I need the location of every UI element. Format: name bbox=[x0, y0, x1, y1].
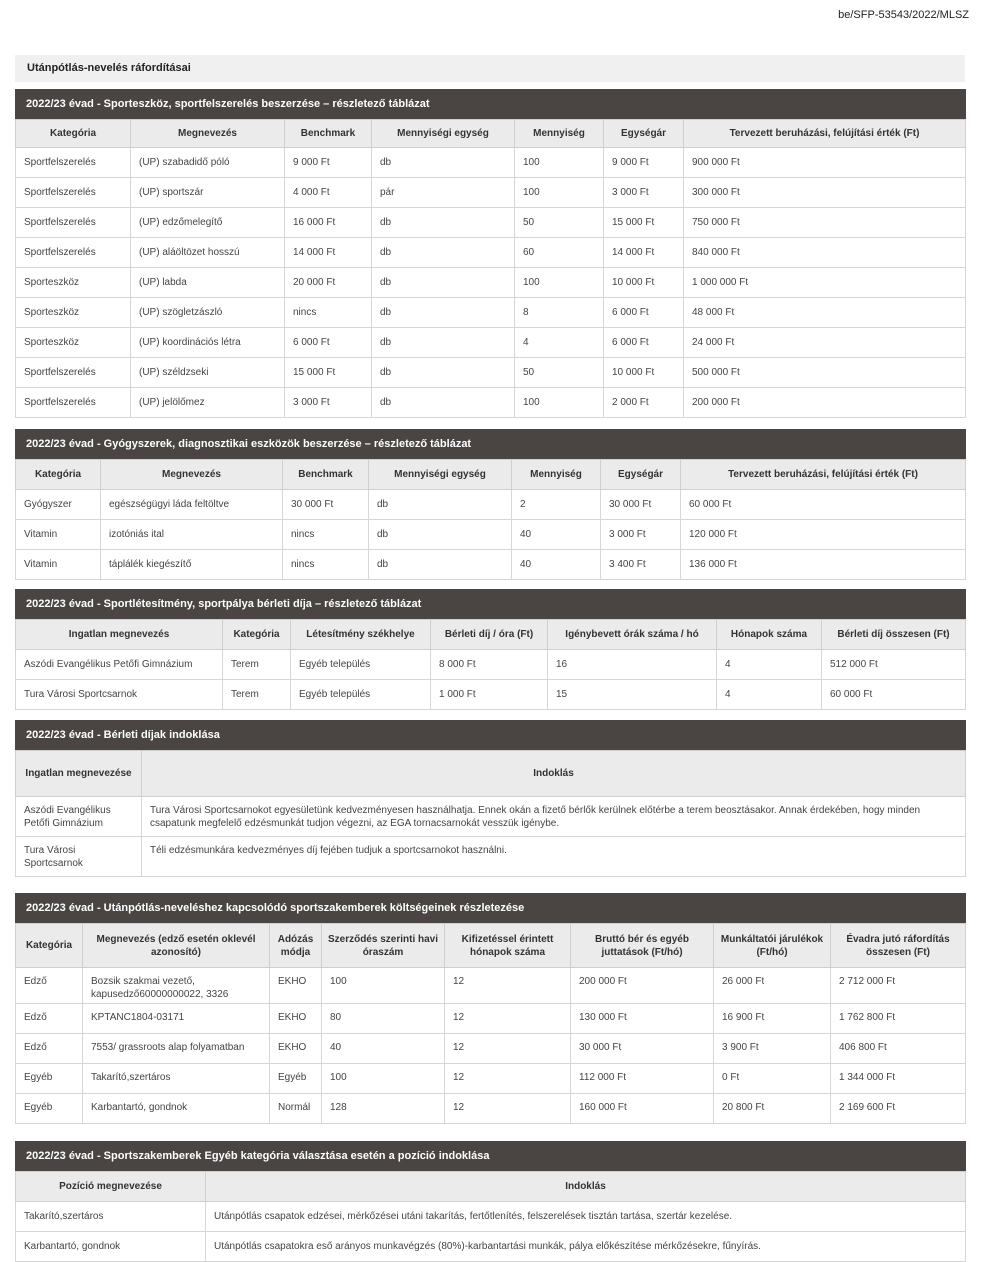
table-cell: 3 400 Ft bbox=[601, 550, 681, 580]
table-cell: Tura Városi Sportcsarnok bbox=[16, 680, 223, 710]
table-cell: Edző bbox=[16, 1034, 83, 1064]
table-cell: (UP) széldzseki bbox=[131, 358, 285, 388]
table-cell: Takarító,szertáros bbox=[83, 1064, 270, 1094]
table-header-row bbox=[16, 120, 966, 148]
table-cell: db bbox=[369, 520, 512, 550]
table-row bbox=[16, 388, 966, 418]
table-cell: 50 bbox=[515, 358, 604, 388]
table-cell: Utánpótlás csapatokra eső arányos munkavégzés (80%)-karbantartási munkák, pálya előkészítése mérkőzésekre, fűnyírás. bbox=[206, 1232, 966, 1262]
table-cell: nincs bbox=[283, 550, 369, 580]
column-header: Bruttó bér és egyéb juttatások (Ft/hó) bbox=[571, 924, 714, 968]
table-cell: egészségügyi láda feltöltve bbox=[101, 490, 283, 520]
column-header: Kategória bbox=[16, 460, 101, 490]
table-cell: táplálék kiegészítő bbox=[101, 550, 283, 580]
table-cell: db bbox=[372, 268, 515, 298]
table-cell: 20 000 Ft bbox=[285, 268, 372, 298]
table-cell: EKHO bbox=[270, 1034, 322, 1064]
table-cell: 1 000 Ft bbox=[431, 680, 548, 710]
table-row bbox=[16, 1004, 966, 1034]
table-header-row bbox=[16, 924, 966, 968]
table-cell: 100 bbox=[515, 388, 604, 418]
table-cell: 50 bbox=[515, 208, 604, 238]
rental-section bbox=[15, 589, 966, 710]
staff-title: 2022/23 évad - Utánpótlás-neveléshez kapcsolódó sportszakemberek költségeinek részletezése bbox=[15, 893, 966, 923]
table-cell: Karbantartó, gondnok bbox=[83, 1094, 270, 1124]
table-cell: 120 000 Ft bbox=[681, 520, 966, 550]
table-cell: 100 bbox=[322, 968, 445, 1004]
table-cell: Sportfelszerelés bbox=[16, 238, 131, 268]
table-cell: 3 000 Ft bbox=[604, 178, 684, 208]
table-row bbox=[16, 358, 966, 388]
rental-title: 2022/23 évad - Sportlétesítmény, sportpálya bérleti díja – részletező táblázat bbox=[15, 589, 966, 619]
table-row bbox=[16, 298, 966, 328]
table-cell: db bbox=[369, 550, 512, 580]
table-header-row bbox=[16, 1172, 966, 1202]
table-cell: Terem bbox=[223, 650, 291, 680]
equipment-section bbox=[15, 89, 966, 418]
table-row bbox=[16, 1034, 966, 1064]
table-cell: 7553/ grassroots alap folyamatban bbox=[83, 1034, 270, 1064]
table-cell: 8 000 Ft bbox=[431, 650, 548, 680]
table-cell: 2 000 Ft bbox=[604, 388, 684, 418]
table-cell: Egyéb bbox=[16, 1094, 83, 1124]
table-cell: izotóniás ital bbox=[101, 520, 283, 550]
table-cell: 406 800 Ft bbox=[831, 1034, 966, 1064]
table-row bbox=[16, 1202, 966, 1232]
table-cell: 16 bbox=[548, 650, 717, 680]
column-header: Ingatlan megnevezése bbox=[16, 751, 142, 797]
rental-reason-table bbox=[15, 750, 966, 877]
table-cell: 30 000 Ft bbox=[571, 1034, 714, 1064]
table-cell: Sporteszköz bbox=[16, 328, 131, 358]
table-cell: 160 000 Ft bbox=[571, 1094, 714, 1124]
table-cell: 2 bbox=[512, 490, 601, 520]
staff-reason-section bbox=[15, 1141, 966, 1262]
table-cell: 40 bbox=[512, 550, 601, 580]
table-cell: db bbox=[372, 328, 515, 358]
column-header: Pozíció megnevezése bbox=[16, 1172, 206, 1202]
table-cell: Egyéb település bbox=[291, 650, 431, 680]
column-header: Kifizetéssel érintett hónapok száma bbox=[445, 924, 571, 968]
table-cell: 1 762 800 Ft bbox=[831, 1004, 966, 1034]
table-cell: 40 bbox=[322, 1034, 445, 1064]
table-cell: 3 000 Ft bbox=[601, 520, 681, 550]
table-cell: 16 000 Ft bbox=[285, 208, 372, 238]
table-cell: 100 bbox=[322, 1064, 445, 1094]
column-header: Ingatlan megnevezés bbox=[16, 620, 223, 650]
table-cell: Gyógyszer bbox=[16, 490, 101, 520]
column-header: Indoklás bbox=[142, 751, 966, 797]
column-header: Mennyiségi egység bbox=[372, 120, 515, 148]
column-header: Adózás módja bbox=[270, 924, 322, 968]
table-cell: Téli edzésmunkára kedvezményes díj fejében tudjuk a sportcsarnokot használni. bbox=[142, 837, 966, 877]
table-cell: Egyéb bbox=[16, 1064, 83, 1094]
column-header: Évadra jutó ráfordítás összesen (Ft) bbox=[831, 924, 966, 968]
table-cell: 840 000 Ft bbox=[684, 238, 966, 268]
table-cell: 12 bbox=[445, 1094, 571, 1124]
table-row bbox=[16, 520, 966, 550]
table-cell: 9 000 Ft bbox=[604, 148, 684, 178]
table-cell: (UP) aláöltözet hosszú bbox=[131, 238, 285, 268]
table-row bbox=[16, 268, 966, 298]
table-cell: 750 000 Ft bbox=[684, 208, 966, 238]
column-header: Tervezett beruházási, felújítási érték (Ft) bbox=[681, 460, 966, 490]
table-cell: 40 bbox=[512, 520, 601, 550]
table-cell: 2 712 000 Ft bbox=[831, 968, 966, 1004]
table-header-row bbox=[16, 620, 966, 650]
column-header: Bérleti díj összesen (Ft) bbox=[822, 620, 966, 650]
table-cell: Sporteszköz bbox=[16, 298, 131, 328]
table-cell: 200 000 Ft bbox=[684, 388, 966, 418]
table-cell: 500 000 Ft bbox=[684, 358, 966, 388]
table-cell: 3 900 Ft bbox=[714, 1034, 831, 1064]
table-cell: 136 000 Ft bbox=[681, 550, 966, 580]
medical-title: 2022/23 évad - Gyógyszerek, diagnosztikai eszközök beszerzése – részletező táblázat bbox=[15, 429, 966, 459]
table-cell: 15 bbox=[548, 680, 717, 710]
table-cell: 14 000 Ft bbox=[285, 238, 372, 268]
table-row bbox=[16, 797, 966, 837]
table-cell: 10 000 Ft bbox=[604, 268, 684, 298]
table-cell: KPTANC1804-03171 bbox=[83, 1004, 270, 1034]
table-header-row bbox=[16, 460, 966, 490]
column-header: Kategória bbox=[223, 620, 291, 650]
table-cell: 8 bbox=[515, 298, 604, 328]
table-cell: EKHO bbox=[270, 968, 322, 1004]
table-cell: Edző bbox=[16, 1004, 83, 1034]
table-header-row bbox=[16, 751, 966, 797]
column-header: Tervezett beruházási, felújítási érték (Ft) bbox=[684, 120, 966, 148]
table-cell: Sportfelszerelés bbox=[16, 148, 131, 178]
table-cell: 9 000 Ft bbox=[285, 148, 372, 178]
table-cell: 4 bbox=[515, 328, 604, 358]
table-cell: 3 000 Ft bbox=[285, 388, 372, 418]
table-cell: 300 000 Ft bbox=[684, 178, 966, 208]
table-row bbox=[16, 837, 966, 877]
table-cell: Vitamin bbox=[16, 550, 101, 580]
table-cell: nincs bbox=[285, 298, 372, 328]
table-cell: pár bbox=[372, 178, 515, 208]
table-row bbox=[16, 680, 966, 710]
equipment-table bbox=[15, 119, 966, 418]
table-cell: 2 169 600 Ft bbox=[831, 1094, 966, 1124]
table-cell: 6 000 Ft bbox=[604, 328, 684, 358]
table-cell: 12 bbox=[445, 1004, 571, 1034]
table-cell: EKHO bbox=[270, 1004, 322, 1034]
document-reference: be/SFP-53543/2022/MLSZ bbox=[838, 9, 969, 21]
medical-table bbox=[15, 459, 966, 580]
rental-reason-title: 2022/23 évad - Bérleti díjak indoklása bbox=[15, 720, 966, 750]
table-cell: 12 bbox=[445, 968, 571, 1004]
table-row bbox=[16, 148, 966, 178]
table-row bbox=[16, 550, 966, 580]
table-cell: db bbox=[372, 358, 515, 388]
table-cell: 15 000 Ft bbox=[285, 358, 372, 388]
table-cell: 24 000 Ft bbox=[684, 328, 966, 358]
column-header: Létesítmény székhelye bbox=[291, 620, 431, 650]
table-cell: 100 bbox=[515, 178, 604, 208]
staff-reason-title: 2022/23 évad - Sportszakemberek Egyéb kategória választása esetén a pozíció indoklása bbox=[15, 1141, 966, 1171]
table-cell: nincs bbox=[283, 520, 369, 550]
table-cell: 112 000 Ft bbox=[571, 1064, 714, 1094]
medical-section bbox=[15, 429, 966, 580]
table-cell: db bbox=[372, 238, 515, 268]
table-cell: Karbantartó, gondnok bbox=[16, 1232, 206, 1262]
table-cell: Bozsik szakmai vezető, kapusedző60000000022, 3326 bbox=[83, 968, 270, 1004]
table-cell: (UP) sportszár bbox=[131, 178, 285, 208]
table-cell: Aszódi Evangélikus Petőfi Gimnázium bbox=[16, 650, 223, 680]
column-header: Megnevezés (edző esetén oklevél azonosító) bbox=[83, 924, 270, 968]
table-cell: Sportfelszerelés bbox=[16, 178, 131, 208]
table-cell: 4 bbox=[717, 680, 822, 710]
table-cell: db bbox=[372, 298, 515, 328]
table-cell: 26 000 Ft bbox=[714, 968, 831, 1004]
table-cell: (UP) jelölőmez bbox=[131, 388, 285, 418]
column-header: Benchmark bbox=[285, 120, 372, 148]
table-row bbox=[16, 490, 966, 520]
rental-reason-section bbox=[15, 720, 966, 877]
table-cell: 100 bbox=[515, 268, 604, 298]
staff-table bbox=[15, 923, 966, 1124]
table-cell: Takarító,szertáros bbox=[16, 1202, 206, 1232]
table-cell: 20 800 Ft bbox=[714, 1094, 831, 1124]
table-row bbox=[16, 650, 966, 680]
table-cell: 6 000 Ft bbox=[285, 328, 372, 358]
staff-section bbox=[15, 893, 966, 1124]
table-cell: 4 000 Ft bbox=[285, 178, 372, 208]
column-header: Egységár bbox=[604, 120, 684, 148]
table-cell: 512 000 Ft bbox=[822, 650, 966, 680]
equipment-title: 2022/23 évad - Sporteszköz, sportfelszerelés beszerzése – részletező táblázat bbox=[15, 89, 966, 119]
table-cell: Sportfelszerelés bbox=[16, 358, 131, 388]
column-header: Benchmark bbox=[283, 460, 369, 490]
table-cell: 12 bbox=[445, 1034, 571, 1064]
table-cell: 128 bbox=[322, 1094, 445, 1124]
table-cell: Edző bbox=[16, 968, 83, 1004]
table-cell: Egyéb település bbox=[291, 680, 431, 710]
table-cell: (UP) szögletzászló bbox=[131, 298, 285, 328]
table-cell: Sporteszköz bbox=[16, 268, 131, 298]
column-header: Egységár bbox=[601, 460, 681, 490]
table-cell: 30 000 Ft bbox=[601, 490, 681, 520]
table-cell: 80 bbox=[322, 1004, 445, 1034]
table-cell: (UP) szabadidő póló bbox=[131, 148, 285, 178]
table-cell: 4 bbox=[717, 650, 822, 680]
table-cell: (UP) edzőmelegítő bbox=[131, 208, 285, 238]
column-header: Bérleti díj / óra (Ft) bbox=[431, 620, 548, 650]
table-cell: 60 000 Ft bbox=[822, 680, 966, 710]
table-cell: 30 000 Ft bbox=[283, 490, 369, 520]
table-cell: Terem bbox=[223, 680, 291, 710]
table-row bbox=[16, 328, 966, 358]
table-cell: Normál bbox=[270, 1094, 322, 1124]
column-header: Indoklás bbox=[206, 1172, 966, 1202]
table-cell: 200 000 Ft bbox=[571, 968, 714, 1004]
table-cell: 1 000 000 Ft bbox=[684, 268, 966, 298]
table-cell: Sportfelszerelés bbox=[16, 208, 131, 238]
table-cell: 12 bbox=[445, 1064, 571, 1094]
table-cell: Tura Városi Sportcsarnok bbox=[16, 837, 142, 877]
table-cell: 60 bbox=[515, 238, 604, 268]
table-cell: db bbox=[369, 490, 512, 520]
table-cell: 6 000 Ft bbox=[604, 298, 684, 328]
column-header: Kategória bbox=[16, 120, 131, 148]
table-cell: db bbox=[372, 208, 515, 238]
column-header: Mennyiségi egység bbox=[369, 460, 512, 490]
staff-reason-table bbox=[15, 1171, 966, 1262]
table-cell: 48 000 Ft bbox=[684, 298, 966, 328]
table-row bbox=[16, 178, 966, 208]
column-header: Mennyiség bbox=[515, 120, 604, 148]
table-cell: 14 000 Ft bbox=[604, 238, 684, 268]
table-cell: (UP) koordinációs létra bbox=[131, 328, 285, 358]
table-cell: (UP) labda bbox=[131, 268, 285, 298]
table-cell: Egyéb bbox=[270, 1064, 322, 1094]
table-cell: 1 344 000 Ft bbox=[831, 1064, 966, 1094]
table-cell: 130 000 Ft bbox=[571, 1004, 714, 1034]
table-row bbox=[16, 1094, 966, 1124]
column-header: Munkáltatói járulékok (Ft/hó) bbox=[714, 924, 831, 968]
table-cell: 0 Ft bbox=[714, 1064, 831, 1094]
table-cell: Aszódi Evangélikus Petőfi Gimnázium bbox=[16, 797, 142, 837]
table-cell: 15 000 Ft bbox=[604, 208, 684, 238]
table-cell: 100 bbox=[515, 148, 604, 178]
rental-table bbox=[15, 619, 966, 710]
table-cell: 10 000 Ft bbox=[604, 358, 684, 388]
column-header: Igénybevett órák száma / hó bbox=[548, 620, 717, 650]
table-cell: Utánpótlás csapatok edzései, mérkőzései utáni takarítás, fertőtlenítés, felszerelések tisztán tartása, szertár kezelése. bbox=[206, 1202, 966, 1232]
table-cell: 60 000 Ft bbox=[681, 490, 966, 520]
column-header: Megnevezés bbox=[131, 120, 285, 148]
page-title: Utánpótlás-nevelés ráfordításai bbox=[15, 55, 965, 82]
table-cell: 16 900 Ft bbox=[714, 1004, 831, 1034]
table-cell: 900 000 Ft bbox=[684, 148, 966, 178]
column-header: Szerződés szerinti havi óraszám bbox=[322, 924, 445, 968]
table-row bbox=[16, 208, 966, 238]
table-row bbox=[16, 968, 966, 1004]
table-row bbox=[16, 238, 966, 268]
column-header: Megnevezés bbox=[101, 460, 283, 490]
table-row bbox=[16, 1064, 966, 1094]
table-cell: db bbox=[372, 148, 515, 178]
table-cell: Sportfelszerelés bbox=[16, 388, 131, 418]
column-header: Kategória bbox=[16, 924, 83, 968]
table-row bbox=[16, 1232, 966, 1262]
table-cell: Vitamin bbox=[16, 520, 101, 550]
column-header: Mennyiség bbox=[512, 460, 601, 490]
table-cell: db bbox=[372, 388, 515, 418]
column-header: Hónapok száma bbox=[717, 620, 822, 650]
table-cell: Tura Városi Sportcsarnokot egyesületünk kedvezményesen használhatja. Ennek okán a fizető bérlők kerülnek előtérbe a terem beosztásakor. Annak érdekében, hogy minden csapatunk megfelelő edzésmunkát tudjon végezni, az EGA tornacsarnokát vesszük igénybe. bbox=[142, 797, 966, 837]
